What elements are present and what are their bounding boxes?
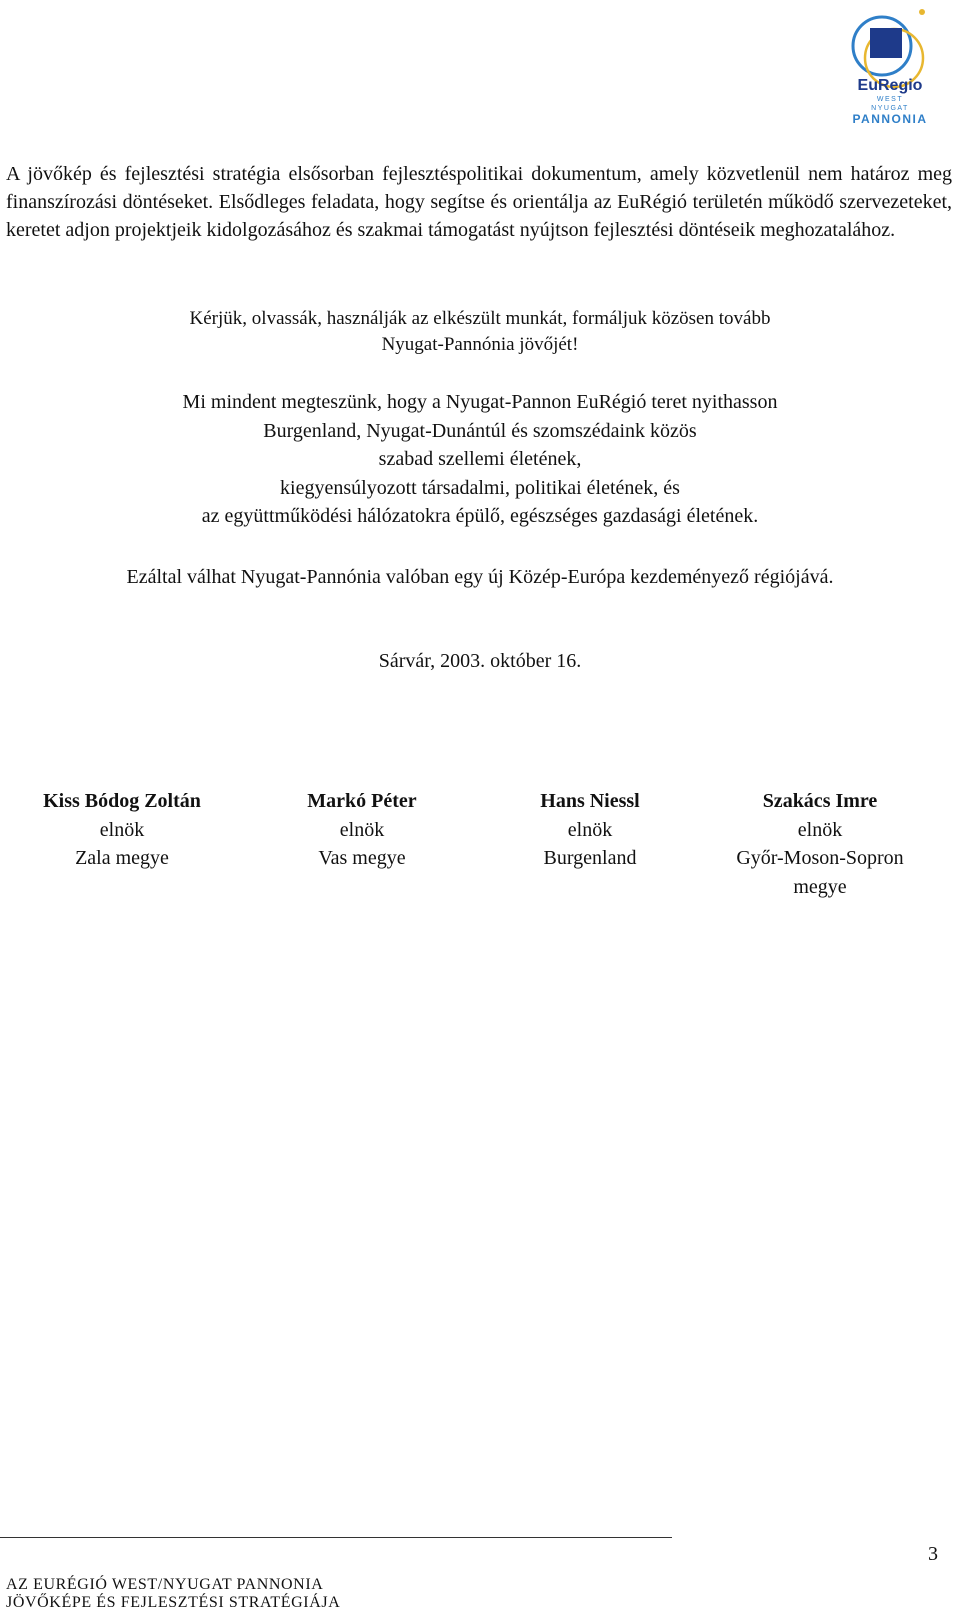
- signatory-region: Burgenland: [543, 847, 637, 869]
- footer-line-1: AZ EURÉGIÓ WEST/NYUGAT PANNONIA: [6, 1576, 324, 1593]
- signatory-title: elnök: [797, 818, 843, 841]
- signatory-name: Kiss Bódog Zoltán: [43, 790, 201, 812]
- signatory-gyor-moson-sopron: [700, 787, 940, 901]
- appeal-line-1: Kérjük, olvassák, használják az elkészült munkát, formáljuk közösen tovább: [189, 308, 771, 329]
- logo-name: EuRegio: [857, 77, 923, 94]
- signatory-region: Győr-Moson-Sopron: [736, 847, 904, 869]
- place-and-date: Sárvár, 2003. október 16.: [378, 650, 582, 672]
- signatory-name: Szakács Imre: [762, 790, 878, 812]
- mission-line: kiegyensúlyozott társadalmi, politikai életének, és: [280, 476, 680, 499]
- signatory-title: elnök: [339, 818, 385, 841]
- signatory-name: Hans Niessl: [540, 790, 640, 812]
- logo-sub-pannonia: PANNONIA: [852, 112, 928, 126]
- signatory-vas: [262, 787, 462, 873]
- page-number: 3: [928, 1543, 938, 1565]
- signatory-region: Zala megye: [75, 847, 169, 869]
- signatory-title: elnök: [99, 818, 145, 841]
- appeal-line-2: Nyugat-Pannónia jövőjét!: [381, 334, 579, 355]
- signatory-region: Vas megye: [318, 847, 406, 869]
- footer-divider: [0, 1537, 672, 1538]
- footer-line-2: JÖVŐKÉPE ÉS FEJLESZTÉSI STRATÉGIÁJA: [6, 1594, 341, 1611]
- appeal-text: [0, 306, 960, 358]
- euregio-logo: [838, 6, 942, 130]
- intro-paragraph: A jövőkép és fejlesztési stratégia elsősorban fejlesztéspolitikai dokumentum, amely közvetlenül nem határoz meg finanszírozási döntéseket. Elsődleges feladata, hogy segítse és orientálja az EuRégió területén működő szervezeteket, keretet adjon projektjeik kidolgozásához és szakmai támogatást nyújtson fejlesztési döntéseik meghozatalához.: [6, 163, 952, 241]
- signatory-zala: [22, 787, 222, 873]
- signatory-name: Markó Péter: [307, 790, 417, 812]
- signatory-burgenland: [490, 787, 690, 873]
- signatory-region-cont: megye: [793, 875, 847, 898]
- logo-sub-nyugat: NYUGAT: [871, 105, 909, 112]
- mission-line: szabad szellemi életének,: [378, 448, 582, 470]
- footer-title: [6, 1576, 340, 1612]
- mission-line: Burgenland, Nyugat-Dunántúl és szomszédaink közös: [263, 419, 697, 442]
- logo-sub-west: WEST: [876, 96, 904, 103]
- mission-line: Mi mindent megteszünk, hogy a Nyugat-Pannon EuRégió teret nyithasson: [182, 391, 778, 413]
- closing-statement: Ezáltal válhat Nyugat-Pannónia valóban egy új Közép-Európa kezdeményező régiójává.: [126, 566, 834, 588]
- mission-line: az együttműködési hálózatokra épülő, egészséges gazdasági életének.: [201, 505, 759, 527]
- mission-statement: [0, 388, 960, 531]
- signatory-title: elnök: [567, 818, 613, 841]
